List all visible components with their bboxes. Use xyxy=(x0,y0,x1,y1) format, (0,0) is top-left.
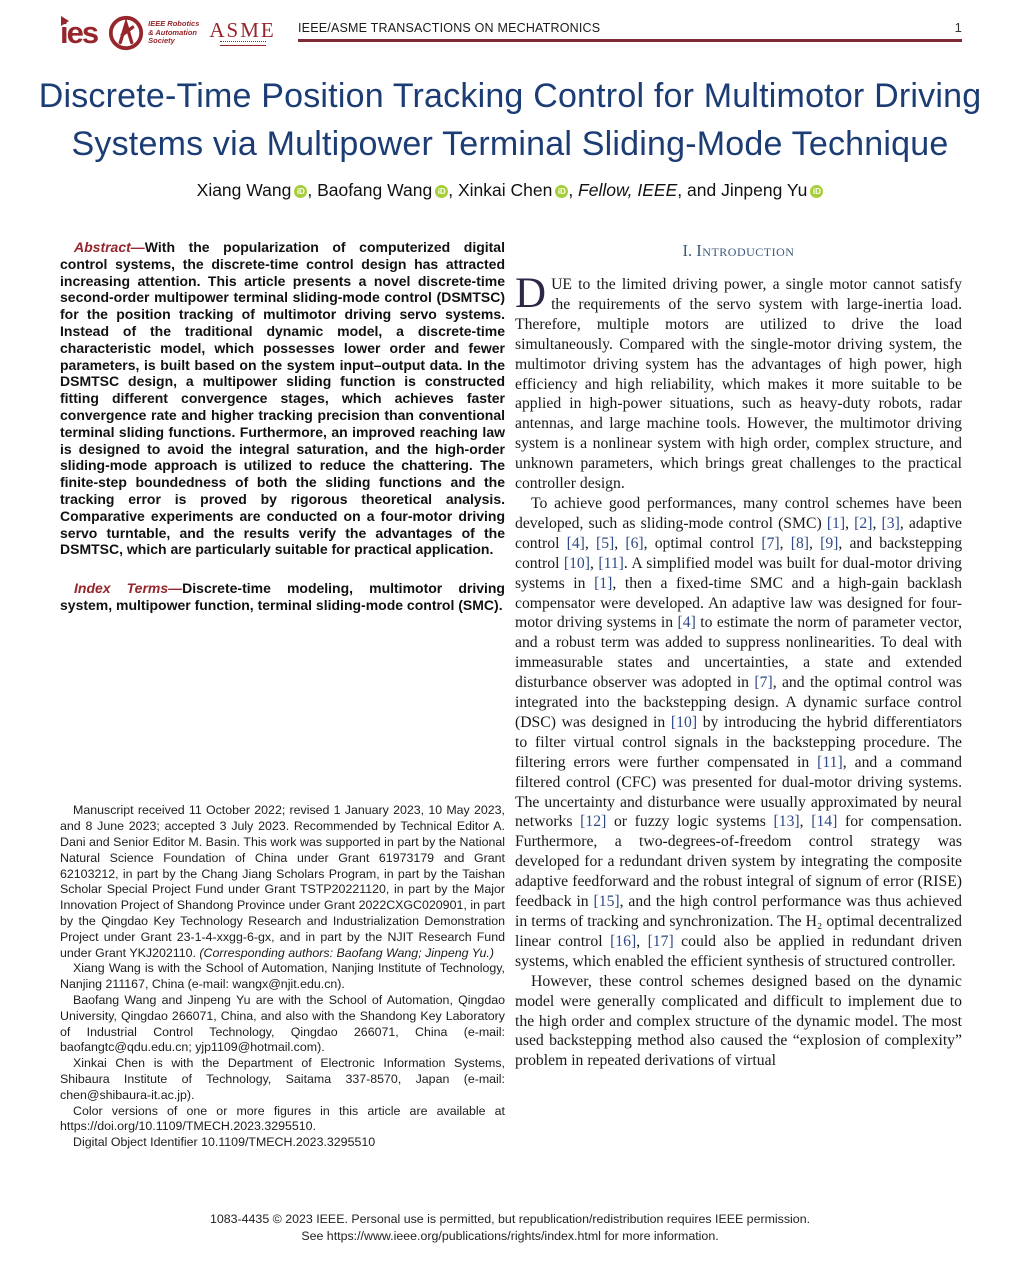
citation-link[interactable]: [3] xyxy=(881,514,900,532)
citation-link[interactable]: [5] xyxy=(595,534,615,552)
two-column-body xyxy=(60,239,962,1151)
asme-logo-text: ASME xyxy=(209,18,276,42)
citation-link[interactable]: [14] xyxy=(811,813,838,831)
ras-logo-icon xyxy=(107,14,199,52)
copyright-line: 1083-4435 © 2023 IEEE. Personal use is permitted, but republication/redistribution requires IEEE permission. xyxy=(209,1212,811,1226)
journal-name: IEEE/ASME TRANSACTIONS ON MECHATRONICS xyxy=(298,21,601,35)
intro-paragraph: To achieve good performances, many control schemes have been developed, such as sliding-mode control (SMC) [1], [2], [3], adaptive control [4], [5], [6], optimal control [7], [8], [9], and backstepping control [10], [11]. A simplified model was built for dual-motor driving systems in [1], then a fixed-time SMC and a high-gain backlash compensator were developed. An adaptive law was designed for four-motor driving systems in [4] to estimate the norm of parameter vector, and a robust term was added to suppress nonlinearities. To deal with immeasurable states and uncertainties, a state and extended disturbance observer was adopted in [7], and the optimal control was integrated into the backstepping design. A dynamic surface control (DSC) was designed in [10] by introducing the hybrid differentiators to filter virtual control signals in the backstepping procedure. The filtering errors were further compensated in [11], and a command filtered control (CFC) was presented for dual-motor driving systems. The uncertainty and disturbance were usually approximated by neural networks [12] or fuzzy logic systems [13], [14] for compensation. Furthermore, a two-degrees-of-freedom control strategy was developed for a redundant driven system by integrating the composite adaptive feedforward and the robust integral of signum of error (RISE) feedback in [15], and the high control performance was thus achieved in terms of tracking and synchronization. The H₂ optimal decentralized linear control [16], [17] could also be applied in redundant driven systems, which enabled the efficient synthesis of structured controller. xyxy=(515,494,962,970)
citation-link[interactable]: [2] xyxy=(854,514,873,532)
abstract-text: With the popularization of computerized digital control systems, the discrete-time control design has attracted increasing attention. This article presents a novel discrete-time second-order multipower terminal sliding-mode control (DSMTSC) for the position tracking of multimotor driving servo systems. Instead of the traditional dynamic model, a discrete-time characteristic model, which possesses lower order and fewer parameters, is built based on the system input–output data. In the DSMTSC design, a multipower sliding function is constructed fitting different convergence stages, which achieves faster convergence rate and higher tracking precision than conventional terminal sliding functions. Furthermore, an improved reaching law is designed to avoid the integral saturation, and the high-order sliding-mode approach is utilized to reduce the chattering. The finite-step boundedness of both the sliding functions and the tracking error is proved by rigorous theoretical analysis. Comparative experiments are conducted on a four-motor driving servo turntable, and the results verify the advantages of the DSMTSC, which are particularly suitable for practical application. xyxy=(60,239,505,558)
citation-link[interactable]: [1] xyxy=(826,514,846,532)
ras-logo-text xyxy=(148,20,199,46)
section-number: I. xyxy=(682,241,693,260)
header-rule xyxy=(298,39,962,42)
header-rule-area xyxy=(298,14,962,42)
citation-link[interactable]: [7] xyxy=(754,674,773,692)
citation-link[interactable]: [15] xyxy=(593,893,620,911)
citation-link[interactable]: [12] xyxy=(580,813,607,831)
ras-text-line: & Automation xyxy=(148,27,197,37)
corresponding-authors: (Corresponding authors: Baofang Wang; Jinpeng Yu.) xyxy=(199,945,494,960)
citation-link[interactable]: [13] xyxy=(773,813,800,831)
author-name: Xinkai Chen xyxy=(457,180,553,200)
citation-link[interactable]: [6] xyxy=(625,534,644,552)
citation-link[interactable]: [16] xyxy=(610,932,637,950)
footnote-paragraph: Xinkai Chen is with the Department of Electronic Information Systems, Shibaura Institute of Technology, Saitama 337-8570, Japan (e-mail: chen@shibaura-it.ac.jp). xyxy=(60,1056,505,1102)
author-separator: , xyxy=(448,180,458,200)
citation-link[interactable]: [1] xyxy=(594,574,613,592)
page-number: 1 xyxy=(954,20,962,35)
rights-url-line: See https://www.ieee.org/publications/rights/index.html for more information. xyxy=(301,1228,719,1243)
copyright-footer xyxy=(0,1211,1020,1244)
footnote-paragraph: Baofang Wang and Jinpeng Yu are with the School of Automation, Qingdao University, Qingdao 266071, China, and also with the Shandong Key Laboratory of Industrial Control Technology, Qingdao 266071, China (e-mail: baofangtc@qdu.edu.cn; yjp1109@hotmail.com). xyxy=(60,993,505,1055)
citation-link[interactable]: [11] xyxy=(598,554,624,572)
ies-logo-icon xyxy=(60,15,98,50)
orcid-icon[interactable]: iD xyxy=(555,185,568,198)
right-column xyxy=(515,239,962,1151)
author-line xyxy=(0,180,1020,201)
intro-paragraph-text: UE to the limited driving power, a single motor cannot satisfy the requirements of the servo system with large-inertia load. Therefore, multiple motors are utilized to drive the load simultaneously. Compared with the single-motor driving system, the multimotor driving system has the advantages of high power, high efficiency and high reliability, which makes it more suitable to be applied in high-power situations, such as heavy-duty robots, radar antennas, and large machine tools. However, the multimotor driving system is a nonlinear system with high order, complex structure, and unknown parameters, which brings great challenges to the practical controller design. xyxy=(515,276,962,493)
ras-emblem-icon xyxy=(107,14,145,52)
asme-logo-icon xyxy=(209,20,275,46)
section-title: Introduction xyxy=(696,241,795,260)
publisher-logos xyxy=(60,14,288,52)
ies-logo-text: ies xyxy=(60,15,98,50)
ies-flag-icon xyxy=(61,16,69,26)
author-title: Fellow, IEEE xyxy=(578,180,678,200)
citation-link[interactable]: [10] xyxy=(563,554,590,572)
abstract-label: Abstract xyxy=(74,239,131,255)
citation-link[interactable]: [9] xyxy=(820,534,839,552)
abstract-paragraph xyxy=(60,239,505,558)
footnote-paragraph xyxy=(60,803,505,961)
footnote-paragraph: Digital Object Identifier 10.1109/TMECH.2023.3295510 xyxy=(73,1135,376,1150)
intro-paragraph: However, these control schemes designed based on the dynamic model were generally complicated and difficult to implement due to the high order and complex structure of the dynamic model. The most used backstepping method also caused the “explosion of complexity” problem in repeated derivations of virtual xyxy=(515,972,962,1070)
index-terms-paragraph xyxy=(60,580,505,614)
author-name: Jinpeng Yu xyxy=(721,180,808,200)
citation-link[interactable]: [7] xyxy=(761,534,780,552)
orcid-icon[interactable]: iD xyxy=(810,185,823,198)
citation-link[interactable]: [10] xyxy=(670,713,698,731)
footnote-paragraph: Xiang Wang is with the School of Automation, Nanjing Institute of Technology, Nanjing 211167, China (e-mail: wangx@njit.edu.cn). xyxy=(60,961,505,992)
left-column xyxy=(60,239,505,1151)
intro-paragraph xyxy=(515,270,962,494)
orcid-icon[interactable]: iD xyxy=(294,185,307,198)
ras-text-line: Society xyxy=(148,36,175,46)
citation-link[interactable]: [8] xyxy=(790,534,810,552)
section-heading-introduction xyxy=(515,241,962,261)
manuscript-history: Manuscript received 11 October 2022; revised 1 January 2023, 10 May 2023, and 8 June 2023; accepted 3 July 2023. Recommended by Technical Editor A. Dani and Senior Editor M. Basin. This work was supported in part by the National Natural Science Foundation of China under Grant 61973179 and Grant 62103212, in part by the Chang Jiang Scholars Program, in part by the Taishan Scholar Special Project Fund under Grant TSTP20221120, in part by the Major Innovation Project of Shandong Province under Grant 2022CXGC020901, in part by the Qingdao Key Technology Research and Industrialization Demonstration Project under Grant 23-1-4-xxgg-6-gx, and in part by the NJIT Research Fund under Grant YKJ202110. xyxy=(60,803,505,960)
abstract-dash: — xyxy=(130,239,145,255)
author-name: Xiang Wang xyxy=(196,180,292,200)
page-header xyxy=(0,0,1020,52)
author-separator: , and xyxy=(677,180,722,200)
author-separator: , xyxy=(568,180,579,200)
orcid-icon[interactable]: iD xyxy=(435,185,448,198)
footnote-paragraph: Color versions of one or more figures in this article are available at https://doi.org/10.1109/TMECH.2023.3295510. xyxy=(60,1103,505,1134)
citation-link[interactable]: [4] xyxy=(677,614,696,632)
ras-text-line: IEEE Robotics xyxy=(148,19,200,29)
paper-title: Discrete-Time Position Tracking Control for Multimotor Driving Systems via Multipower Terminal Sliding-Mode Technique xyxy=(38,77,982,163)
drop-cap: D xyxy=(515,270,547,317)
index-terms-text: Discrete-time modeling, multimotor driving system, multipower function, terminal sliding-mode control (SMC). xyxy=(60,580,505,613)
citation-link[interactable]: [17] xyxy=(647,932,674,950)
citation-link[interactable]: [11] xyxy=(817,753,843,771)
citation-link[interactable]: [4] xyxy=(566,534,585,552)
first-page-footnote xyxy=(60,803,505,1151)
author-name: Baofang Wang xyxy=(317,180,433,200)
index-terms-label: Index Terms xyxy=(74,580,169,597)
index-terms-dash: — xyxy=(168,580,183,597)
author-separator: , xyxy=(307,180,318,200)
